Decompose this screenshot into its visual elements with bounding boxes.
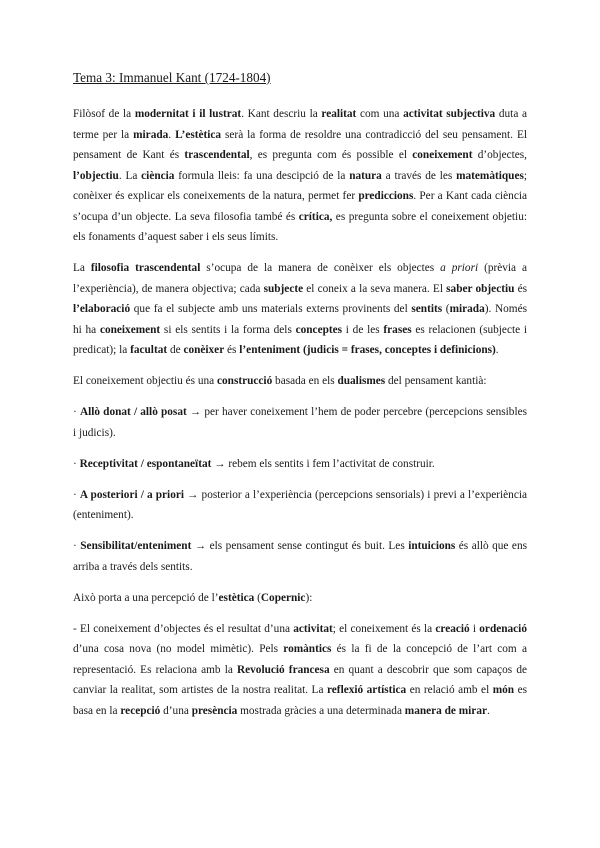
bold-term: natura [349, 169, 382, 182]
bold-term: mirada [133, 128, 169, 141]
text-run: a través de les [381, 169, 457, 182]
bold-term: trascendental [184, 149, 250, 161]
text-run: → rebem els sentits i fem l’activitat de construir. [211, 457, 435, 470]
text-run: ; el coneixement és la [332, 622, 436, 635]
bold-term: realitat [321, 108, 357, 120]
bold-term: Receptivitat / espontaneïtat [79, 457, 212, 470]
paragraph-knowledge-creation [73, 619, 527, 722]
text-run: - El coneixement d’objectes és el resultat d’una [73, 622, 294, 635]
list-item-sensibility-understanding [73, 536, 527, 577]
text-run: . [487, 704, 490, 717]
text-run: ( [254, 591, 261, 604]
text-run: . La [118, 169, 142, 182]
text-run: del pensament kantià: [385, 375, 487, 387]
bold-term: coneixement [99, 323, 161, 336]
text-run: que fa el subjecte amb uns materials externs provinents del [130, 303, 412, 315]
text-run: duta a terme per la [73, 108, 528, 141]
bold-term: reflexió artística [326, 684, 407, 696]
text-run: el coneix a la seva manera. El [303, 282, 447, 295]
bold-term: modernitat i il lustrat [134, 108, 242, 120]
text-run: d’objectes, [472, 149, 527, 161]
bold-term: conceptes [295, 323, 343, 336]
bold-term: A posteriori / a priori [79, 488, 184, 501]
text-run: El coneixement objectiu és una [73, 375, 217, 387]
bold-term: crítica, [298, 210, 333, 223]
bold-term: l’objectiu [73, 169, 119, 182]
text-run: . [168, 128, 176, 141]
bold-term: frases [383, 323, 412, 336]
paragraph-dualisms-intro [73, 371, 527, 392]
bold-term: dualismes [337, 375, 386, 387]
text-run: · [73, 540, 81, 552]
bold-term: intuicions [408, 540, 456, 552]
bold-term: facultat [130, 344, 168, 356]
text-run: i de les [342, 323, 384, 336]
text-run: es relacionen (subjecte i predicat); la [73, 323, 528, 356]
text-run: és la fi de la concepció de l’art com a representació. Es relaciona amb la [73, 643, 527, 676]
bold-term: recepció [120, 704, 161, 717]
bold-term: presència [191, 704, 238, 717]
bold-term: mirada [449, 303, 485, 315]
text-run: ( [442, 303, 450, 315]
bold-term: filosofia trascendental [90, 262, 201, 274]
text-run: és [224, 344, 240, 356]
text-run: . Kant descriu la [241, 108, 322, 120]
bold-term: subjecte [263, 282, 304, 295]
text-run: · [73, 457, 80, 470]
text-run: , es pregunta com és possible el [249, 149, 413, 161]
text-run: basada en els [272, 375, 338, 387]
document-body [73, 104, 527, 721]
text-run: mostrada gràcies a una determinada [237, 704, 405, 717]
list-item-given-posited [73, 402, 527, 443]
bold-term: Copernic [260, 591, 306, 604]
text-run: en relació amb el [406, 684, 493, 696]
text-run: ): [305, 591, 313, 604]
text-run: ; conèixer és explicar els coneixements de la natura, permet fer [73, 169, 527, 202]
bold-term: ciència [141, 169, 175, 182]
text-run: d’una [160, 704, 192, 717]
text-run: formula lleis: fa una descipció de la [174, 169, 350, 182]
bold-term: prediccions [358, 190, 414, 202]
text-run: · [73, 406, 80, 418]
bold-term: món [492, 684, 515, 696]
bold-term: Allò donat / allò posat [79, 406, 187, 418]
text-run: es pregunta sobre el coneixement objetiu: els fonaments d’aquest saber i els seus límits. [73, 210, 527, 243]
bold-term: conèixer [183, 344, 225, 356]
text-run: · [73, 488, 80, 501]
text-run: és [514, 282, 527, 295]
list-item-receptivity-spontaneity [73, 454, 527, 475]
text-run: Això porta a una percepció de l’ [73, 591, 219, 604]
bold-term: ordenació [479, 622, 527, 635]
bold-term: coneixement [412, 149, 473, 161]
text-run: com una [356, 108, 404, 120]
text-run: s’ocupa de la manera de conèixer els objectes [200, 262, 441, 274]
text-run: . [495, 344, 499, 356]
bold-term: estètica [218, 591, 255, 604]
bold-term: activitat subjectiva [403, 108, 496, 120]
text-run: . Per a Kant cada ciència s’ocupa d’un objecte. La seva filosofia també és [73, 190, 527, 223]
text-run: → els pensament sense contingut és buit. Les [191, 540, 409, 552]
bold-term: Revolució francesa [236, 663, 330, 676]
bold-term: romàntics [283, 643, 332, 655]
text-run: La [73, 262, 91, 274]
text-run: Filòsof de la [73, 108, 135, 120]
paragraph-intro [73, 104, 527, 248]
text-run: si els sentits i la forma dels [160, 323, 296, 336]
italic-term: a priori [440, 262, 479, 274]
text-run: és allò que ens arriba a través dels sentits. [73, 540, 527, 573]
bold-term: l’enteniment (judicis = frases, conceptes i definicions) [239, 344, 496, 356]
text-run: en quant a descobrir que som capaços de canviar la realitat, som artistes de la nostra realitat. La [73, 663, 527, 696]
bold-term: activitat [293, 622, 333, 635]
bold-term: manera de mirar [404, 704, 487, 717]
bold-term: sentits [411, 303, 443, 315]
bold-term: Sensibilitat/enteniment [80, 540, 192, 552]
list-item-aposteriori-apriori [73, 485, 527, 526]
bold-term: saber objectiu [446, 282, 515, 295]
text-run: (prèvia a l’experiència), de manera objectiva; cada [73, 262, 528, 295]
text-run: de [167, 344, 184, 356]
bold-term: l’elaboració [73, 303, 131, 315]
paragraph-aesthetics-copernic [73, 588, 527, 609]
text-run: i [469, 622, 480, 635]
text-run: → per haver coneixement l’hem de poder percebre (percepcions sensibles i judicis). [73, 406, 527, 439]
bold-term: matemàtiques [456, 169, 524, 182]
document-title: Tema 3: Immanuel Kant (1724-1804) [73, 70, 271, 85]
text-run: ). Només hi ha [73, 303, 527, 336]
text-run: es basa en la [73, 684, 527, 717]
text-run: → posterior a l’experiència (percepcions sensorials) i previ a l’experiència (enteniment). [73, 488, 527, 521]
text-run: d’una cosa nova (no model mimètic). Pels [73, 643, 284, 655]
bold-term: creació [435, 622, 470, 635]
bold-term: L’estètica [175, 128, 222, 141]
text-run: serà la forma de resoldre una contradicció del seu pensament. El pensament de Kant és [73, 128, 527, 161]
bold-term: construcció [217, 375, 273, 387]
paragraph-transcendental-philosophy [73, 258, 527, 361]
